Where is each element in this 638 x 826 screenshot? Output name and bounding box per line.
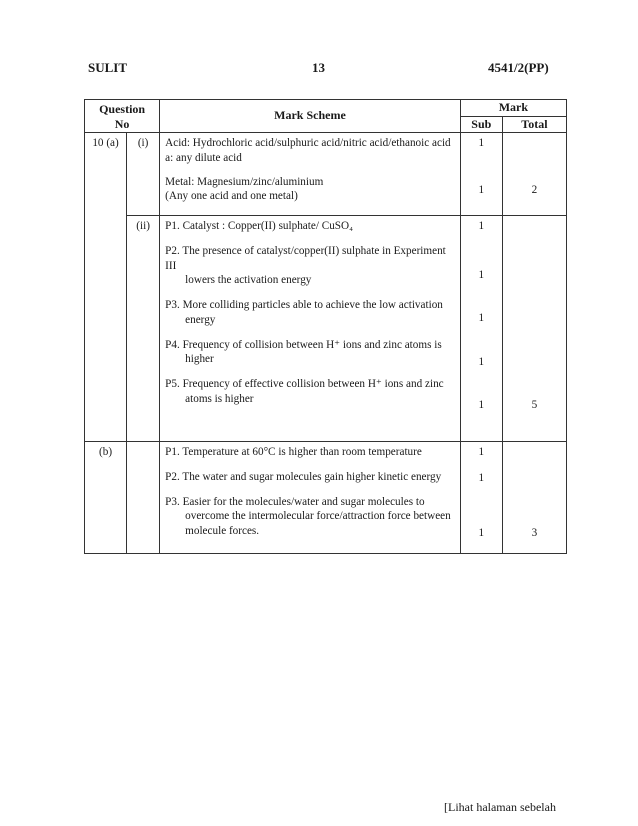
sub-mark: 1 [478,269,485,281]
scheme-point: P2. The presence of catalyst/copper(II) sulphate in Experiment III [165,244,446,272]
header-sub: Sub [460,116,502,133]
scheme-cell [160,216,461,442]
sub-mark: 1 [478,220,485,232]
header-mark-scheme: Mark Scheme [160,100,461,133]
scheme-point: P1. Temperature at 60°C is higher than room temperature [165,446,422,458]
scheme-line: (Any one acid and one metal) [165,190,298,203]
scheme-cell [160,133,461,216]
total-mark-cell [502,442,566,554]
sub-mark: 1 [478,399,485,411]
part-label: (ii) [127,216,160,442]
part-label: (i) [127,133,160,216]
mark-scheme-table [84,99,567,554]
question-number: (b) [85,442,127,554]
sub-mark: 1 [478,184,485,196]
question-number: 10 (a) [85,133,127,442]
sub-mark: 1 [478,137,485,149]
scheme-point-cont: overcome the intermolecular force/attraction force between [185,510,451,523]
scheme-point: P4. Frequency of collision between H⁺ ions and zinc atoms is [165,338,442,351]
scheme-point: P1. Catalyst : Copper(II) sulphate/ CuSO₄ [165,220,354,232]
scheme-point-cont: molecule forces. [185,525,260,538]
row-10b [85,442,567,554]
sub-mark: 1 [478,446,485,458]
row-10a-i [85,133,567,216]
page-number: 13 [312,60,325,75]
scheme-line: a: any dilute acid [165,151,242,164]
scheme-cell [160,442,461,554]
total-mark: 5 [531,399,538,411]
scheme-point: P5. Frequency of effective collision between H⁺ ions and zinc [165,378,444,391]
paper-code: 4541/2(PP) [488,60,549,75]
header-total: Total [502,116,566,133]
scheme-line: Metal: Magnesium/zinc/aluminium [165,175,324,188]
sub-mark: 1 [478,472,485,484]
total-mark: 3 [531,527,538,539]
scheme-point: P3. Easier for the molecules/water and sugar molecules to [165,495,425,508]
sub-mark: 1 [478,356,485,368]
scheme-point-cont: lowers the activation energy [185,274,312,287]
scheme-point-cont: energy [185,313,216,326]
total-mark-cell [502,133,566,216]
header-sulit: SULIT [88,60,128,75]
total-mark-cell [502,216,566,442]
scheme-point-cont: atoms is higher [185,393,254,406]
scheme-line: Acid: Hydrochloric acid/sulphuric acid/nitric acid/ethanoic acid [165,137,451,149]
footer-next-page: [Lihat halaman sebelah [444,800,556,814]
scheme-point-cont: higher [185,353,214,366]
header-question: Question No [85,100,160,133]
row-10a-ii [85,216,567,442]
scheme-point: P3. More colliding particles able to achieve the low activation [165,299,443,312]
scheme-point: P2. The water and sugar molecules gain higher kinetic energy [165,470,442,483]
sub-mark: 1 [478,527,485,539]
sub-mark-cell [460,216,502,442]
total-mark: 2 [531,184,538,196]
header-mark: Mark [460,100,566,117]
part-label-empty [127,442,160,554]
sub-mark: 1 [478,312,485,324]
sub-mark-cell [460,442,502,554]
sub-mark-cell [460,133,502,216]
